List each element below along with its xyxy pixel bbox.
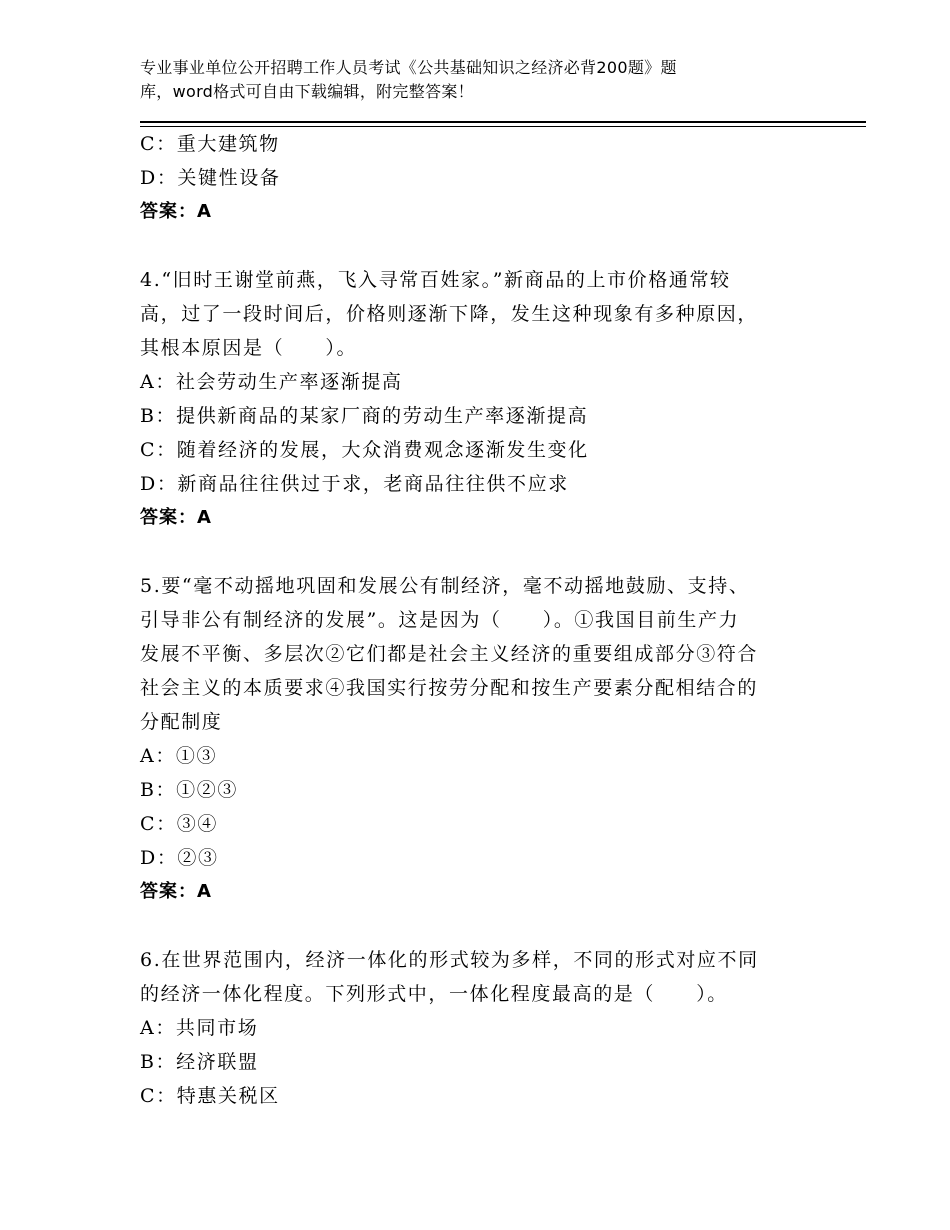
question-6 xyxy=(140,943,800,1113)
option-a: A：①③ xyxy=(140,745,218,767)
question-stem xyxy=(140,569,800,739)
spacer xyxy=(140,229,800,263)
stem-line: 4.“旧时王谢堂前燕，飞入寻常百姓家。”新商品的上市价格通常较 xyxy=(140,269,731,291)
option-c: C：③④ xyxy=(140,813,218,835)
stem-line: 6.在世界范围内，经济一体化的形式较为多样，不同的形式对应不同 xyxy=(140,949,759,971)
stem-line: 高，过了一段时间后，价格则逐渐下降，发生这种现象有多种原因， xyxy=(140,303,759,325)
stem-line: 发展不平衡、多层次②它们都是社会主义经济的重要组成部分③符合 xyxy=(140,643,759,665)
question-stem xyxy=(140,263,800,365)
question-4 xyxy=(140,263,800,535)
stem-line: 的经济一体化程度。下列形式中，一体化程度最高的是（ ）。 xyxy=(140,983,728,1005)
answer-line: 答案：A xyxy=(140,881,212,902)
question-5 xyxy=(140,569,800,909)
stem-line: 引导非公有制经济的发展”。这是因为（ ）。①我国目前生产力 xyxy=(140,609,740,631)
document-body xyxy=(140,127,800,1113)
option-d: D：关键性设备 xyxy=(140,167,281,189)
question-3-continued xyxy=(140,127,800,229)
answer-line: 答案：A xyxy=(140,507,212,528)
stem-line: 其根本原因是（ ）。 xyxy=(140,337,358,359)
option-b: B：①②③ xyxy=(140,779,238,801)
question-stem xyxy=(140,943,800,1011)
spacer xyxy=(140,909,800,943)
header-title-line-2: 库，word格式可自由下载编辑，附完整答案！ xyxy=(140,82,474,101)
option-a: A：共同市场 xyxy=(140,1017,259,1039)
option-a: A：社会劳动生产率逐渐提高 xyxy=(140,371,403,393)
option-c: C：随着经济的发展，大众消费观念逐渐发生变化 xyxy=(140,439,589,461)
answer-line: 答案：A xyxy=(140,201,212,222)
option-d: D：新商品往往供过于求，老商品往往供不应求 xyxy=(140,473,569,495)
stem-line: 5.要“毫不动摇地巩固和发展公有制经济，毫不动摇地鼓励、支持、 xyxy=(140,575,750,597)
page-header xyxy=(140,56,860,104)
header-divider-thick xyxy=(140,121,866,123)
option-b: B：经济联盟 xyxy=(140,1051,259,1073)
stem-line: 社会主义的本质要求④我国实行按劳分配和按生产要素分配相结合的 xyxy=(140,677,759,699)
spacer xyxy=(140,535,800,569)
option-d: D：②③ xyxy=(140,847,219,869)
stem-line: 分配制度 xyxy=(140,711,223,733)
option-b: B：提供新商品的某家厂商的劳动生产率逐渐提高 xyxy=(140,405,589,427)
option-c: C：特惠关税区 xyxy=(140,1085,280,1107)
header-title-line-1: 专业事业单位公开招聘工作人员考试《公共基础知识之经济必背200题》题 xyxy=(140,58,677,77)
option-c: C：重大建筑物 xyxy=(140,133,280,155)
